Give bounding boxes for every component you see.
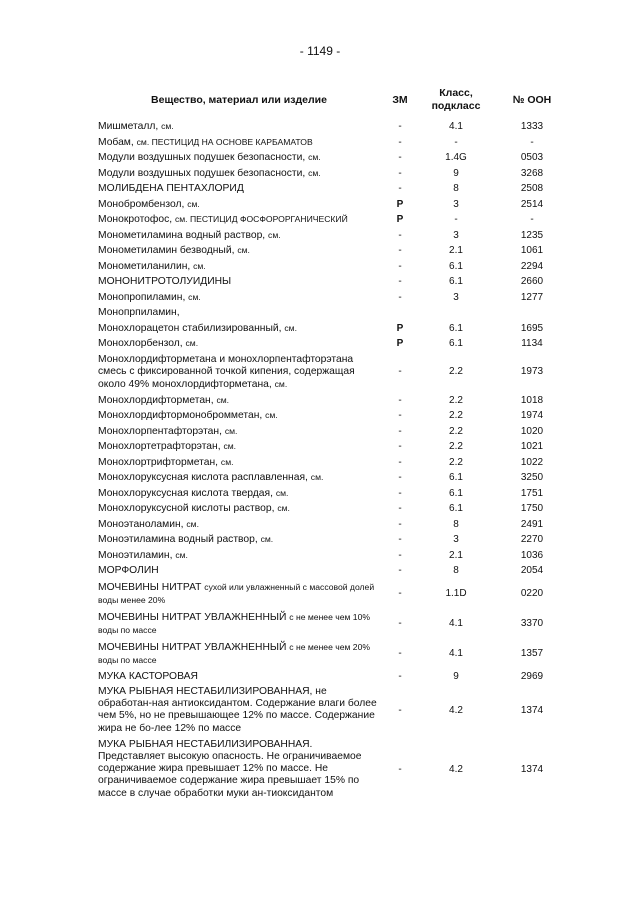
table-row bbox=[96, 548, 570, 564]
substance-name bbox=[96, 290, 382, 306]
un-number-cell: 1974 bbox=[520, 410, 544, 421]
substance-name bbox=[96, 243, 382, 259]
substance-name-primary: Модули воздушных подушек безопасности, bbox=[98, 167, 309, 179]
substance-name bbox=[96, 424, 382, 440]
substance-name-secondary: см. bbox=[277, 503, 290, 513]
substance-name bbox=[96, 135, 382, 151]
substance-name-primary: МОЛИБДЕНА ПЕНТАХЛОРИД bbox=[98, 183, 244, 194]
substance-name-secondary: см. bbox=[265, 410, 278, 420]
substance-name-secondary: см. bbox=[220, 456, 234, 467]
substance-name bbox=[96, 393, 382, 409]
class-cell: 2.1 bbox=[449, 549, 463, 561]
zm-cell: - bbox=[398, 456, 402, 468]
table-header-row bbox=[96, 85, 570, 119]
substance-name bbox=[96, 166, 382, 182]
class-cell: 4.1 bbox=[449, 617, 463, 629]
substance-name bbox=[96, 228, 382, 244]
substance-name-primary: Монохлортрифторметан, bbox=[98, 456, 221, 468]
zm-cell: - bbox=[398, 152, 402, 163]
substance-name-primary: Монохлоруксусная кислота твердая, bbox=[98, 487, 276, 499]
substance-name-primary: Монохлордифтормонобромметан, bbox=[98, 410, 266, 421]
table-row bbox=[96, 321, 570, 337]
un-number-cell: 1695 bbox=[520, 322, 544, 334]
class-cell: - bbox=[454, 214, 458, 225]
un-number-cell: 2660 bbox=[520, 276, 544, 287]
table-row bbox=[96, 166, 570, 182]
class-cell: 2.2 bbox=[449, 366, 463, 378]
class-cell: 4.2 bbox=[449, 704, 463, 716]
zm-cell: - bbox=[398, 472, 402, 483]
substance-name-primary: МОЧЕВИНЫ НИТРАТ УВЛАЖНЕННЫЙ bbox=[98, 641, 290, 653]
substance-name-primary: Мобам, bbox=[98, 136, 137, 148]
un-number-cell: 2491 bbox=[520, 518, 544, 530]
class-cell: 1.1D bbox=[445, 587, 467, 599]
class-cell: 1.4G bbox=[445, 152, 467, 163]
substance-name-primary: МОЧЕВИНЫ НИТРАТ bbox=[98, 581, 205, 593]
class-cell: 8 bbox=[453, 518, 459, 530]
un-number-cell: 1357 bbox=[520, 647, 544, 659]
un-number-cell: 2969 bbox=[520, 670, 544, 682]
zm-cell: - bbox=[398, 704, 402, 716]
class-cell: 2.2 bbox=[449, 394, 463, 406]
class-cell: 4.1 bbox=[449, 647, 463, 659]
substance-name-secondary: см. bbox=[275, 487, 289, 498]
substance-name bbox=[96, 259, 382, 275]
substance-name-primary: Монометиламина водный раствор, bbox=[98, 229, 269, 241]
zm-cell: - bbox=[398, 410, 402, 421]
un-number-cell: 1751 bbox=[520, 487, 544, 499]
substance-name bbox=[96, 470, 382, 486]
zm-cell: P bbox=[396, 198, 404, 210]
class-cell: - bbox=[454, 136, 458, 148]
zm-cell: P bbox=[396, 214, 404, 225]
substance-table bbox=[96, 85, 570, 802]
zm-cell: - bbox=[398, 487, 402, 499]
un-number-cell: - bbox=[530, 214, 534, 225]
zm-cell: - bbox=[398, 441, 402, 452]
substance-name bbox=[96, 501, 382, 517]
substance-name-primary: Монохлордифторметана и монохлорпентафторэтана смесь с фиксированной точкой кипения, содержащая около 49% монохлордифторметана, bbox=[98, 353, 355, 390]
substance-name-primary: Монохлордифторметан, bbox=[98, 394, 217, 406]
substance-name-secondary: см. bbox=[185, 338, 199, 348]
substance-name-secondary: см. bbox=[186, 518, 199, 529]
substance-name bbox=[96, 352, 382, 393]
substance-name-secondary: см. bbox=[260, 534, 274, 544]
substance-name-primary: Монометиланилин, bbox=[98, 260, 194, 272]
substance-name-secondary: см. bbox=[175, 549, 188, 560]
substance-name bbox=[96, 212, 382, 228]
un-number-cell: 1061 bbox=[520, 245, 544, 256]
zm-cell: P bbox=[396, 322, 404, 334]
zm-cell: - bbox=[398, 549, 402, 561]
class-cell: 3 bbox=[453, 291, 459, 303]
class-cell: 4.2 bbox=[449, 763, 463, 775]
un-number-cell: 1750 bbox=[520, 503, 544, 514]
substance-name-primary: МУКА РЫБНАЯ НЕСТАБИЛИЗИРОВАННАЯ, не обработан-ная антиоксидантом. Содержание влаги более чем 5%, но не превышающее 12% по массе. Содержание жира не бо-лее 12% по массе bbox=[98, 686, 377, 734]
header-substance: Вещество, материал или изделие bbox=[151, 93, 327, 106]
table-row bbox=[96, 684, 570, 737]
table-row bbox=[96, 119, 570, 135]
substance-name-primary: Монокротофос, bbox=[98, 214, 175, 225]
zm-cell: - bbox=[398, 503, 402, 514]
substance-name-secondary: с не менее чем 10% воды по массе bbox=[98, 611, 371, 635]
substance-name-primary: Монопропиламин, bbox=[98, 291, 189, 303]
substance-name bbox=[96, 150, 382, 166]
class-cell: 2.2 bbox=[449, 441, 463, 452]
un-number-cell: 1333 bbox=[520, 121, 544, 132]
header-class: Класс, подкласс bbox=[431, 87, 481, 112]
un-number-cell: 3268 bbox=[520, 167, 544, 179]
zm-cell bbox=[382, 305, 418, 321]
substance-name bbox=[96, 408, 382, 424]
un-number-cell: 2514 bbox=[520, 198, 544, 210]
zm-cell: - bbox=[398, 565, 402, 576]
class-cell: 8 bbox=[453, 565, 459, 576]
substance-name bbox=[96, 579, 382, 609]
zm-cell: - bbox=[398, 534, 402, 545]
un-number-cell: 3370 bbox=[520, 617, 544, 629]
un-number-cell: 1973 bbox=[520, 366, 544, 378]
table-row bbox=[96, 501, 570, 517]
substance-name bbox=[96, 563, 382, 579]
table-row bbox=[96, 212, 570, 228]
zm-cell: - bbox=[398, 229, 402, 241]
zm-cell: - bbox=[398, 245, 402, 256]
zm-cell: - bbox=[398, 617, 402, 629]
table-row bbox=[96, 532, 570, 548]
un-number-cell: 1235 bbox=[520, 229, 544, 241]
table-row bbox=[96, 393, 570, 409]
substance-name-primary: МОРФОЛИН bbox=[98, 565, 159, 576]
table-row bbox=[96, 150, 570, 166]
class-cell: 3 bbox=[453, 534, 459, 545]
substance-name-primary: Монопрпиламин, bbox=[98, 307, 180, 318]
class-cell: 6.1 bbox=[449, 322, 463, 334]
un-number-cell: 1277 bbox=[520, 291, 544, 303]
substance-name-primary: Монохлорбензол, bbox=[98, 338, 186, 349]
substance-name-primary: МОНОНИТРОТОЛУИДИНЫ bbox=[98, 276, 232, 287]
table-row bbox=[96, 486, 570, 502]
zm-cell: - bbox=[398, 167, 402, 179]
table-row bbox=[96, 243, 570, 259]
class-cell: 6.1 bbox=[449, 338, 463, 349]
substance-name-secondary: см. ПЕСТИЦИД ФОСФОРОРГАНИЧЕСКИЙ bbox=[174, 214, 348, 224]
zm-cell: - bbox=[398, 425, 402, 437]
substance-name-primary: МОЧЕВИНЫ НИТРАТ УВЛАЖНЕННЫЙ bbox=[98, 611, 290, 623]
zm-cell: - bbox=[398, 763, 402, 775]
substance-name-secondary: см. bbox=[308, 167, 321, 178]
substance-name bbox=[96, 486, 382, 502]
substance-name-secondary: см. bbox=[284, 322, 297, 333]
substance-name-secondary: см. bbox=[268, 229, 281, 240]
table-row bbox=[96, 290, 570, 306]
substance-name bbox=[96, 639, 382, 669]
table-row bbox=[96, 737, 570, 802]
table-row bbox=[96, 336, 570, 352]
substance-name-secondary: см. bbox=[188, 291, 201, 302]
class-cell: 3 bbox=[453, 198, 459, 210]
un-number-cell: 1036 bbox=[520, 549, 544, 561]
class-cell: 2.1 bbox=[449, 245, 463, 256]
substance-name-secondary: см. bbox=[237, 245, 250, 255]
class-cell: 3 bbox=[453, 229, 459, 241]
zm-cell: - bbox=[398, 647, 402, 659]
un-number-cell: 1022 bbox=[520, 456, 544, 468]
table-row bbox=[96, 669, 570, 685]
substance-name-primary: Монохлортетрафторэтан, bbox=[98, 441, 224, 452]
un-number-cell: 1020 bbox=[520, 425, 544, 437]
substance-name bbox=[96, 532, 382, 548]
zm-cell: - bbox=[398, 276, 402, 287]
table-row bbox=[96, 259, 570, 275]
substance-name-secondary: см. bbox=[274, 378, 288, 389]
un-number-cell: 3250 bbox=[520, 472, 544, 483]
substance-name-primary: Моноэтиламина водный раствор, bbox=[98, 534, 261, 545]
un-number-cell: - bbox=[530, 136, 534, 148]
substance-name-secondary: см. bbox=[310, 472, 324, 482]
substance-name bbox=[96, 181, 382, 197]
substance-name bbox=[96, 321, 382, 337]
un-number-cell: 0220 bbox=[520, 587, 544, 599]
substance-name bbox=[96, 517, 382, 533]
zm-cell: - bbox=[398, 366, 402, 378]
class-cell: 6.1 bbox=[449, 503, 463, 514]
substance-name bbox=[96, 336, 382, 352]
class-cell: 2.2 bbox=[449, 456, 463, 468]
substance-name-primary: Монохлоруксусная кислота расплавленная, bbox=[98, 472, 311, 483]
substance-name-primary: МУКА РЫБНАЯ НЕСТАБИЛИЗИРОВАННАЯ. Представляет высокую опасность. Не ограничиваемое содержание жира превышает 12% по массе. Не ограничиваемое содержание жира превышает 15% по массе в случае обработки муки ан-тиоксидантом bbox=[98, 739, 362, 799]
table-row bbox=[96, 228, 570, 244]
class-cell: 2.2 bbox=[449, 425, 463, 437]
substance-name bbox=[96, 197, 382, 213]
un-number-cell: 2054 bbox=[520, 565, 544, 576]
un-number-cell: 2508 bbox=[520, 183, 544, 194]
table-row bbox=[96, 197, 570, 213]
substance-name-primary: МУКА КАСТОРОВАЯ bbox=[98, 670, 198, 682]
zm-cell: - bbox=[398, 260, 402, 272]
table-row bbox=[96, 579, 570, 609]
table-row bbox=[96, 563, 570, 579]
zm-cell: - bbox=[398, 394, 402, 406]
substance-name-primary: Монобромбензол, bbox=[98, 198, 188, 210]
substance-name-secondary: сухой или увлажненный с массовой долей воды менее 20% bbox=[98, 581, 375, 605]
substance-name bbox=[96, 455, 382, 471]
un-number-cell: 1374 bbox=[520, 763, 544, 775]
class-cell: 6.1 bbox=[449, 260, 463, 272]
substance-name bbox=[96, 305, 382, 321]
substance-name-primary: Монометиламин безводный, bbox=[98, 245, 238, 256]
zm-cell: - bbox=[398, 136, 402, 148]
class-cell: 4.1 bbox=[449, 121, 463, 132]
table-row bbox=[96, 609, 570, 639]
un-number-cell: 0503 bbox=[520, 152, 544, 163]
substance-name-primary: Монохлорпентафторэтан, bbox=[98, 425, 225, 437]
un-number-cell bbox=[494, 305, 570, 321]
zm-cell: - bbox=[398, 518, 402, 530]
table-row bbox=[96, 135, 570, 151]
substance-name bbox=[96, 737, 382, 802]
table-row bbox=[96, 439, 570, 455]
table-row bbox=[96, 352, 570, 393]
un-number-cell: 1018 bbox=[520, 394, 544, 406]
class-cell: 2.2 bbox=[449, 410, 463, 421]
substance-name bbox=[96, 609, 382, 639]
substance-name-secondary: см. ПЕСТИЦИД НА ОСНОВЕ КАРБАМАТОВ bbox=[136, 136, 313, 147]
substance-name bbox=[96, 119, 382, 135]
table-row bbox=[96, 424, 570, 440]
zm-cell: - bbox=[398, 670, 402, 682]
zm-cell: - bbox=[398, 291, 402, 303]
class-cell: 6.1 bbox=[449, 472, 463, 483]
zm-cell: P bbox=[396, 338, 404, 349]
class-cell: 9 bbox=[453, 670, 459, 682]
substance-name-secondary: см. bbox=[224, 425, 238, 436]
un-number-cell: 2270 bbox=[520, 534, 544, 545]
substance-name bbox=[96, 439, 382, 455]
substance-name-secondary: см. bbox=[308, 152, 321, 162]
substance-name-primary: Мишметалл, bbox=[98, 121, 162, 132]
header-zm: ЗМ bbox=[392, 93, 408, 106]
substance-name-secondary: см. bbox=[223, 441, 237, 451]
un-number-cell: 1134 bbox=[521, 338, 543, 349]
zm-cell: - bbox=[398, 121, 402, 132]
class-cell: 6.1 bbox=[449, 276, 463, 287]
substance-name-secondary: см. bbox=[187, 198, 200, 209]
table-row bbox=[96, 181, 570, 197]
class-cell: 9 bbox=[453, 167, 459, 179]
substance-name-primary: Модули воздушных подушек безопасности, bbox=[98, 152, 309, 163]
table-row bbox=[96, 408, 570, 424]
substance-name-primary: Моноэтиламин, bbox=[98, 549, 176, 561]
substance-name bbox=[96, 669, 382, 685]
un-number-cell: 1021 bbox=[520, 441, 544, 452]
substance-name-secondary: см. bbox=[161, 121, 174, 131]
table-row bbox=[96, 639, 570, 669]
class-cell: 8 bbox=[453, 183, 459, 194]
un-number-cell: 2294 bbox=[520, 260, 544, 272]
substance-name bbox=[96, 274, 382, 290]
substance-name-primary: Моноэтаноламин, bbox=[98, 518, 187, 530]
class-cell: 6.1 bbox=[449, 487, 463, 499]
table-row bbox=[96, 274, 570, 290]
substance-name bbox=[96, 684, 382, 737]
table-row bbox=[96, 305, 570, 321]
un-number-cell: 1374 bbox=[520, 704, 544, 716]
substance-name-secondary: см. bbox=[193, 260, 206, 271]
zm-cell: - bbox=[398, 183, 402, 194]
table-row bbox=[96, 470, 570, 486]
substance-name bbox=[96, 548, 382, 564]
table-row bbox=[96, 517, 570, 533]
class-cell bbox=[418, 305, 494, 321]
substance-name-secondary: см. bbox=[216, 394, 230, 405]
table-row bbox=[96, 455, 570, 471]
substance-name-primary: Монохлорацетон стабилизированный, bbox=[98, 322, 285, 334]
page-number: - 1149 - bbox=[299, 44, 341, 58]
zm-cell: - bbox=[398, 587, 402, 599]
substance-name-primary: Монохлоруксусной кислоты раствор, bbox=[98, 503, 278, 514]
substance-name-secondary: с не менее чем 20% воды по массе bbox=[98, 641, 371, 665]
header-un-number: № ООН bbox=[512, 93, 552, 106]
